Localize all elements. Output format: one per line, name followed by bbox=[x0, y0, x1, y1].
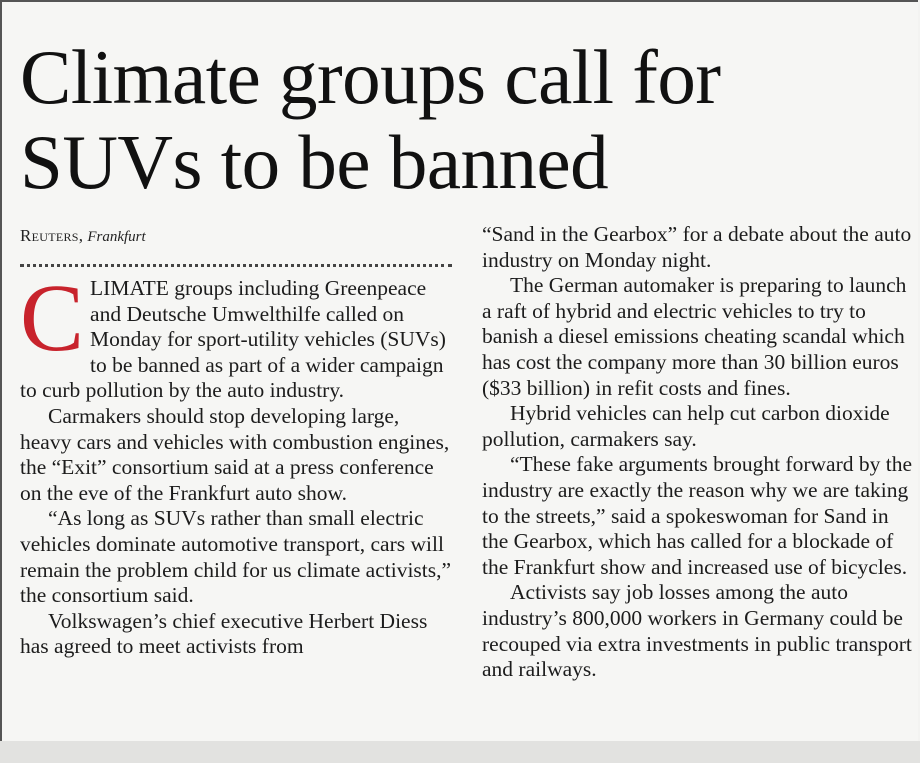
byline bbox=[20, 226, 146, 246]
paragraph: “These fake arguments brought forward by the industry are exactly the reason why we are taking to the streets,” said a spokeswoman for Sand in the Gearbox, which has called for a blockade of the Frankfurt show and increased use of bicycles. bbox=[482, 452, 912, 579]
paragraph: The German automaker is preparing to launch a raft of hybrid and electric vehicles to try to banish a diesel emissions cheating scandal which has cost the company more than 30 billion euros ($33 billion) in refit costs and fines. bbox=[482, 273, 907, 400]
headline: Climate groups call for SUVs to be banned bbox=[20, 34, 721, 205]
page-bottom-edge bbox=[0, 741, 920, 763]
byline-place: Frankfurt bbox=[87, 229, 146, 245]
lead-paragraph-text: groups including Greenpeace and Deutsche Umwelthilfe called on Monday for sport-utility vehicles (SUVs) to be banned as part of a wider campaign to curb pollution by the auto industry. bbox=[20, 276, 446, 403]
article-column-right bbox=[482, 222, 918, 683]
dotted-divider bbox=[20, 264, 452, 267]
paragraph: Volkswagen’s chief executive Herbert Diess has agreed to meet activists from bbox=[20, 608, 428, 659]
byline-agency: Reuters, bbox=[20, 226, 84, 245]
paragraph: “As long as SUVs rather than small electric vehicles dominate automotive transport, cars will remain the problem child for us climate activists,” the consortium said. bbox=[20, 506, 452, 608]
paragraph-continued: “Sand in the Gearbox” for a debate about the auto industry on Monday night. bbox=[482, 222, 912, 272]
lead-word: LIMATE bbox=[90, 276, 169, 300]
paragraph: Carmakers should stop developing large, heavy cars and vehicles with combustion engines, the “Exit” consortium said at a press conference on the eve of the Frankfurt auto show. bbox=[20, 403, 450, 505]
article-column-left bbox=[20, 264, 452, 660]
paragraph: Activists say job losses among the auto industry’s 800,000 workers in Germany could be recouped via extra investments in public transport and railways. bbox=[482, 580, 912, 682]
paragraph-lead bbox=[20, 264, 452, 404]
drop-cap: C bbox=[20, 264, 85, 371]
paragraph: Hybrid vehicles can help cut carbon dioxide pollution, carmakers say. bbox=[482, 401, 890, 451]
